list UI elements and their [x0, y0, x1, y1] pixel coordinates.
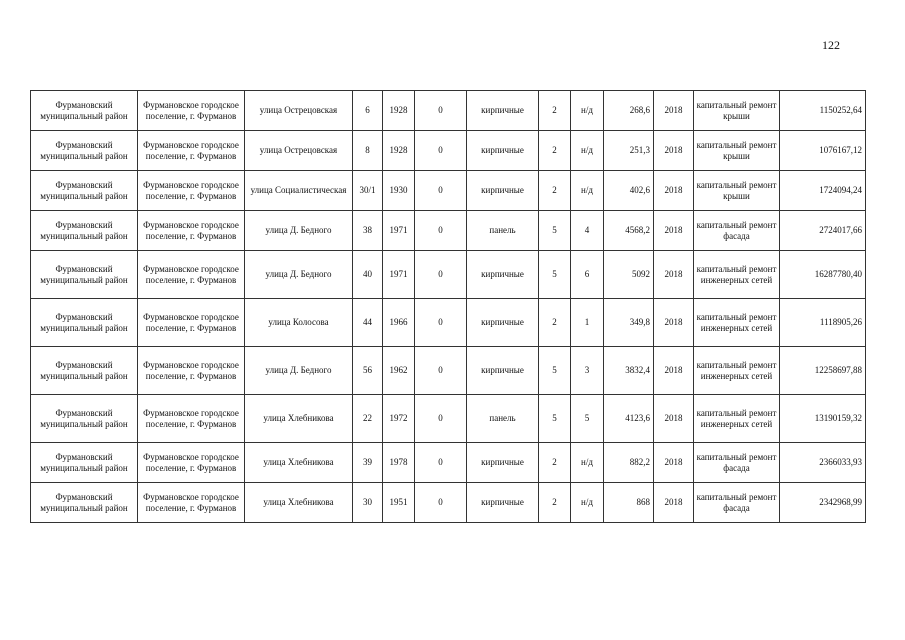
table-row [31, 91, 866, 131]
street-cell: улица Социалистическая [245, 171, 353, 211]
work-type-cell: капитальный ремонт инженерных сетей [694, 251, 780, 299]
district-cell: Фурмановский муниципальный район [31, 299, 138, 347]
zero-cell: 0 [415, 211, 467, 251]
area-cell: 349,8 [604, 299, 654, 347]
area-cell: 4123,6 [604, 395, 654, 443]
settlement-cell: Фурмановское городское поселение, г. Фурманов [138, 91, 245, 131]
work-type-cell: капитальный ремонт фасада [694, 443, 780, 483]
street-cell: улица Колосова [245, 299, 353, 347]
settlement-cell: Фурмановское городское поселение, г. Фурманов [138, 299, 245, 347]
entrances-cell: 6 [571, 251, 604, 299]
plan-year-cell: 2018 [654, 91, 694, 131]
area-cell: 251,3 [604, 131, 654, 171]
zero-cell: 0 [415, 171, 467, 211]
table-row [31, 483, 866, 523]
house-number-cell: 38 [353, 211, 383, 251]
house-number-cell: 56 [353, 347, 383, 395]
plan-year-cell: 2018 [654, 347, 694, 395]
floors-cell: 5 [539, 211, 571, 251]
district-cell: Фурмановский муниципальный район [31, 211, 138, 251]
table-row [31, 395, 866, 443]
wall-material-cell: кирпичные [467, 443, 539, 483]
plan-year-cell: 2018 [654, 171, 694, 211]
work-type-cell: капитальный ремонт крыши [694, 131, 780, 171]
repair-program-table [30, 90, 866, 523]
cost-cell: 12258697,88 [780, 347, 866, 395]
entrances-cell: 1 [571, 299, 604, 347]
entrances-cell: 3 [571, 347, 604, 395]
plan-year-cell: 2018 [654, 211, 694, 251]
cost-cell: 1076167,12 [780, 131, 866, 171]
work-type-cell: капитальный ремонт фасада [694, 483, 780, 523]
entrances-cell: н/д [571, 91, 604, 131]
district-cell: Фурмановский муниципальный район [31, 347, 138, 395]
plan-year-cell: 2018 [654, 131, 694, 171]
street-cell: улица Острецовская [245, 131, 353, 171]
cost-cell: 1118905,26 [780, 299, 866, 347]
street-cell: улица Острецовская [245, 91, 353, 131]
street-cell: улица Д. Бедного [245, 211, 353, 251]
settlement-cell: Фурмановское городское поселение, г. Фурманов [138, 251, 245, 299]
cost-cell: 2342968,99 [780, 483, 866, 523]
settlement-cell: Фурмановское городское поселение, г. Фурманов [138, 395, 245, 443]
district-cell: Фурмановский муниципальный район [31, 171, 138, 211]
plan-year-cell: 2018 [654, 443, 694, 483]
wall-material-cell: панель [467, 211, 539, 251]
zero-cell: 0 [415, 347, 467, 395]
table-row [31, 211, 866, 251]
work-type-cell: капитальный ремонт крыши [694, 171, 780, 211]
house-number-cell: 6 [353, 91, 383, 131]
settlement-cell: Фурмановское городское поселение, г. Фурманов [138, 443, 245, 483]
zero-cell: 0 [415, 131, 467, 171]
floors-cell: 5 [539, 251, 571, 299]
wall-material-cell: кирпичные [467, 171, 539, 211]
house-number-cell: 44 [353, 299, 383, 347]
wall-material-cell: кирпичные [467, 483, 539, 523]
street-cell: улица Д. Бедного [245, 347, 353, 395]
build-year-cell: 1951 [383, 483, 415, 523]
floors-cell: 2 [539, 443, 571, 483]
wall-material-cell: кирпичные [467, 131, 539, 171]
build-year-cell: 1978 [383, 443, 415, 483]
district-cell: Фурмановский муниципальный район [31, 395, 138, 443]
table-row [31, 131, 866, 171]
entrances-cell: н/д [571, 483, 604, 523]
build-year-cell: 1928 [383, 131, 415, 171]
street-cell: улица Хлебникова [245, 483, 353, 523]
district-cell: Фурмановский муниципальный район [31, 251, 138, 299]
cost-cell: 13190159,32 [780, 395, 866, 443]
floors-cell: 5 [539, 395, 571, 443]
build-year-cell: 1962 [383, 347, 415, 395]
entrances-cell: 5 [571, 395, 604, 443]
house-number-cell: 8 [353, 131, 383, 171]
entrances-cell: н/д [571, 131, 604, 171]
district-cell: Фурмановский муниципальный район [31, 483, 138, 523]
zero-cell: 0 [415, 251, 467, 299]
floors-cell: 2 [539, 131, 571, 171]
house-number-cell: 30 [353, 483, 383, 523]
wall-material-cell: кирпичные [467, 347, 539, 395]
street-cell: улица Хлебникова [245, 443, 353, 483]
work-type-cell: капитальный ремонт инженерных сетей [694, 395, 780, 443]
house-number-cell: 39 [353, 443, 383, 483]
cost-cell: 2366033,93 [780, 443, 866, 483]
area-cell: 402,6 [604, 171, 654, 211]
floors-cell: 2 [539, 171, 571, 211]
house-number-cell: 22 [353, 395, 383, 443]
settlement-cell: Фурмановское городское поселение, г. Фурманов [138, 347, 245, 395]
page-number: 122 [822, 38, 840, 52]
zero-cell: 0 [415, 483, 467, 523]
work-type-cell: капитальный ремонт крыши [694, 91, 780, 131]
build-year-cell: 1971 [383, 211, 415, 251]
floors-cell: 2 [539, 299, 571, 347]
cost-cell: 2724017,66 [780, 211, 866, 251]
zero-cell: 0 [415, 443, 467, 483]
plan-year-cell: 2018 [654, 483, 694, 523]
district-cell: Фурмановский муниципальный район [31, 443, 138, 483]
floors-cell: 2 [539, 483, 571, 523]
area-cell: 3832,4 [604, 347, 654, 395]
area-cell: 4568,2 [604, 211, 654, 251]
work-type-cell: капитальный ремонт инженерных сетей [694, 347, 780, 395]
settlement-cell: Фурмановское городское поселение, г. Фурманов [138, 483, 245, 523]
floors-cell: 5 [539, 347, 571, 395]
wall-material-cell: кирпичные [467, 91, 539, 131]
street-cell: улица Хлебникова [245, 395, 353, 443]
table-body [31, 91, 866, 523]
work-type-cell: капитальный ремонт инженерных сетей [694, 299, 780, 347]
plan-year-cell: 2018 [654, 299, 694, 347]
wall-material-cell: панель [467, 395, 539, 443]
house-number-cell: 40 [353, 251, 383, 299]
plan-year-cell: 2018 [654, 251, 694, 299]
zero-cell: 0 [415, 395, 467, 443]
area-cell: 868 [604, 483, 654, 523]
district-cell: Фурмановский муниципальный район [31, 91, 138, 131]
settlement-cell: Фурмановское городское поселение, г. Фурманов [138, 171, 245, 211]
wall-material-cell: кирпичные [467, 299, 539, 347]
settlement-cell: Фурмановское городское поселение, г. Фурманов [138, 211, 245, 251]
zero-cell: 0 [415, 91, 467, 131]
house-number-cell: 30/1 [353, 171, 383, 211]
area-cell: 268,6 [604, 91, 654, 131]
floors-cell: 2 [539, 91, 571, 131]
table-row [31, 443, 866, 483]
cost-cell: 1724094,24 [780, 171, 866, 211]
district-cell: Фурмановский муниципальный район [31, 131, 138, 171]
work-type-cell: капитальный ремонт фасада [694, 211, 780, 251]
build-year-cell: 1971 [383, 251, 415, 299]
zero-cell: 0 [415, 299, 467, 347]
settlement-cell: Фурмановское городское поселение, г. Фурманов [138, 131, 245, 171]
plan-year-cell: 2018 [654, 395, 694, 443]
table-row [31, 347, 866, 395]
entrances-cell: н/д [571, 443, 604, 483]
cost-cell: 1150252,64 [780, 91, 866, 131]
street-cell: улица Д. Бедного [245, 251, 353, 299]
build-year-cell: 1928 [383, 91, 415, 131]
entrances-cell: 4 [571, 211, 604, 251]
area-cell: 5092 [604, 251, 654, 299]
entrances-cell: н/д [571, 171, 604, 211]
build-year-cell: 1972 [383, 395, 415, 443]
table-row [31, 299, 866, 347]
area-cell: 882,2 [604, 443, 654, 483]
wall-material-cell: кирпичные [467, 251, 539, 299]
build-year-cell: 1966 [383, 299, 415, 347]
table-row [31, 171, 866, 211]
cost-cell: 16287780,40 [780, 251, 866, 299]
build-year-cell: 1930 [383, 171, 415, 211]
table-row [31, 251, 866, 299]
